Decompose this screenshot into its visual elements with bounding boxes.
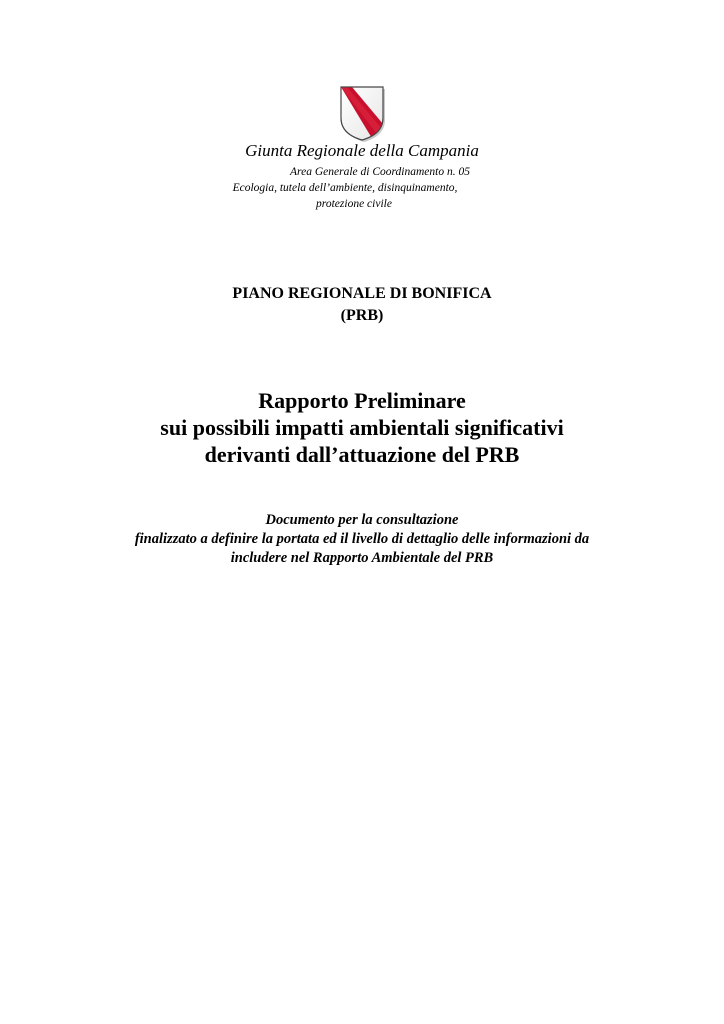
subtitle-line-2: finalizzato a definire la portata ed il livello di dettaglio delle informazioni da — [134, 531, 590, 547]
subtitle-line-1: Documento per la consultazione — [265, 512, 459, 528]
report-title-line-1: Rapporto Preliminare — [258, 388, 466, 413]
issuer-name: Giunta Regionale della Campania — [245, 141, 479, 160]
plan-acronym: (PRB) — [340, 307, 384, 324]
report-title-line-2: sui possibili impatti ambientali significativi — [160, 415, 564, 440]
subtitle-line-3: includere nel Rapporto Ambientale del PRB — [230, 550, 494, 566]
issuer-sector-continued: protezione civile — [316, 198, 392, 210]
report-title-line-3: derivanti dall’attuazione del PRB — [204, 442, 520, 467]
issuer-department: Area Generale di Coordinamento n. 05 — [290, 166, 470, 178]
issuer-sector: Ecologia, tutela dell’ambiente, disinquinamento, — [232, 182, 458, 194]
campania-region-shield-icon — [337, 84, 387, 142]
plan-title: PIANO REGIONALE DI BONIFICA — [232, 285, 492, 302]
